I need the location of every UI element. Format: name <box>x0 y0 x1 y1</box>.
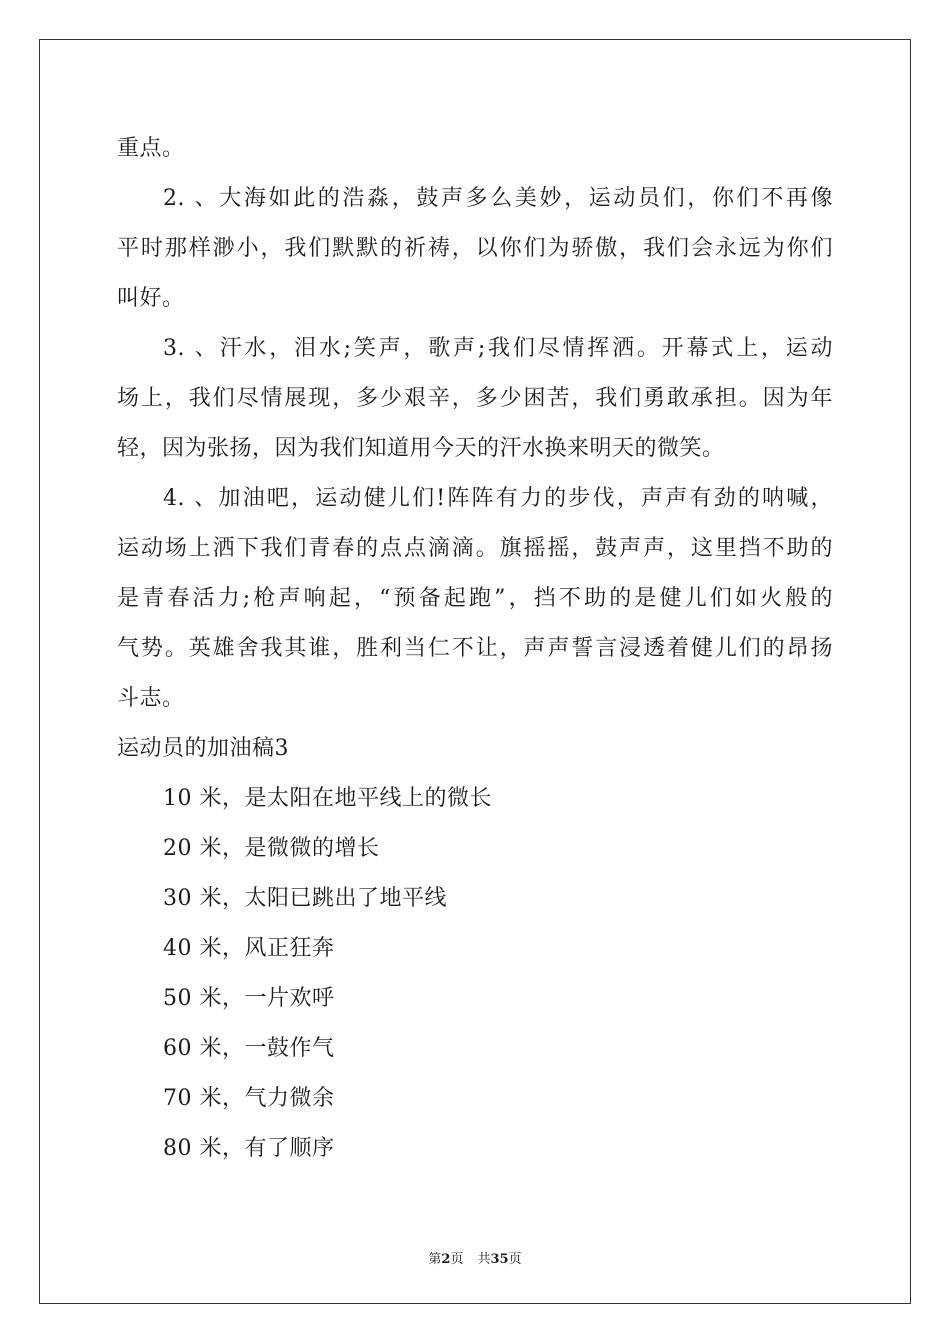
list-item: 10 米，是太阳在地平线上的微长 <box>163 786 492 811</box>
paragraph-line: 3. 、汗水，泪水;笑声，歌声;我们尽情挥洒。开幕式上，运动 <box>163 336 833 361</box>
total-suffix: 页 <box>508 1252 522 1267</box>
section-heading: 运动员的加油稿3 <box>117 736 289 761</box>
paragraph-line: 轻，因为张扬，因为我们知道用今天的汗水换来明天的微笑。 <box>117 436 725 461</box>
list-item: 70 米，气力微余 <box>163 1086 335 1111</box>
list-item: 80 米，有了顺序 <box>163 1136 335 1161</box>
list-item: 40 米，风正狂奔 <box>163 936 335 961</box>
list-item: 60 米，一鼓作气 <box>163 1036 335 1061</box>
document-body <box>117 124 833 1174</box>
paragraph-line: 2. 、大海如此的浩淼，鼓声多么美妙，运动员们，你们不再像 <box>163 186 833 211</box>
total-prefix: 共 <box>477 1252 491 1267</box>
list-item: 30 米，太阳已跳出了地平线 <box>163 886 447 911</box>
list-item: 20 米，是微微的增长 <box>163 836 380 861</box>
page-footer <box>0 1248 950 1267</box>
paragraph-line: 场上，我们尽情展现，多少艰辛，多少困苦，我们勇敢承担。因为年 <box>117 386 833 411</box>
paragraph-line: 4. 、加油吧，运动健儿们!阵阵有力的步伐，声声有劲的呐喊， <box>163 486 833 511</box>
list-item: 50 米，一片欢呼 <box>163 986 335 1011</box>
paragraph-line: 重点。 <box>117 136 185 161</box>
page-suffix: 页 <box>450 1252 464 1267</box>
page-number: 2 <box>441 1252 451 1267</box>
paragraph-line: 斗志。 <box>117 686 185 711</box>
paragraph-line: 是青春活力;枪声响起，“预备起跑”，挡不助的是健儿们如火般的 <box>117 586 833 611</box>
page-prefix: 第 <box>428 1252 442 1267</box>
paragraph-line: 叫好。 <box>117 286 185 311</box>
paragraph-line: 平时那样渺小，我们默默的祈祷，以你们为骄傲，我们会永远为你们 <box>117 236 833 261</box>
paragraph-line: 气势。英雄舍我其谁，胜利当仁不让，声声誓言浸透着健儿们的昂扬 <box>117 636 833 661</box>
paragraph-line: 运动场上洒下我们青春的点点滴滴。旗摇摇，鼓声声，这里挡不助的 <box>117 536 833 561</box>
total-pages: 35 <box>490 1252 509 1267</box>
